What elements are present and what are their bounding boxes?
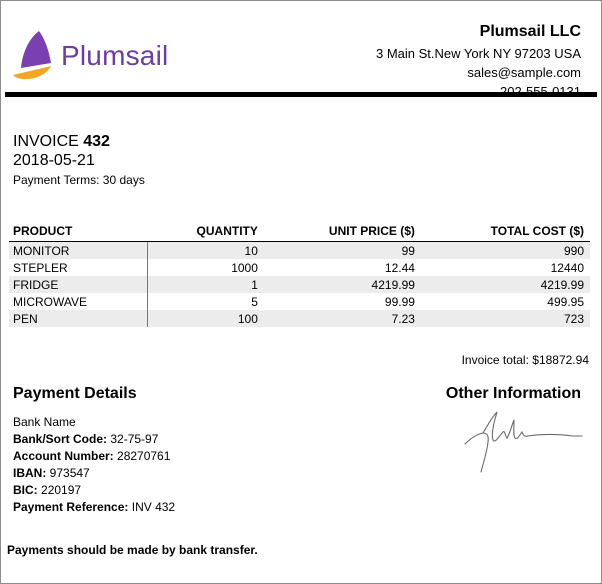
table-row — [9, 259, 590, 276]
cell-total-cost: 723 — [421, 310, 590, 327]
invoice-label: INVOICE — [13, 133, 79, 150]
table-row — [9, 276, 590, 293]
company-info — [376, 21, 581, 101]
invoice-number: 432 — [83, 133, 110, 150]
cell-product: STEPLER — [9, 259, 147, 276]
company-name: Plumsail LLC — [479, 23, 581, 40]
footer-note: Payments should be made by bank transfer. — [7, 543, 258, 557]
header-total-cost: TOTAL COST ($) — [421, 221, 590, 242]
bic-value: 220197 — [41, 483, 82, 497]
signature-image — [461, 406, 586, 478]
table-row — [9, 242, 590, 260]
cell-quantity: 10 — [147, 242, 264, 260]
sort-code-value: 32-75-97 — [110, 432, 159, 446]
cell-unit-price: 7.23 — [264, 310, 421, 327]
cell-total-cost: 990 — [421, 242, 590, 260]
logo-text: Plumsail — [61, 40, 169, 71]
cell-unit-price: 4219.99 — [264, 276, 421, 293]
bic-line — [13, 482, 175, 499]
account-number-label: Account Number: — [13, 449, 114, 463]
table-header-row — [9, 221, 590, 242]
payment-reference-value: INV 432 — [131, 500, 176, 514]
header-unit-price: UNIT PRICE ($) — [264, 221, 421, 242]
cell-quantity: 1 — [147, 276, 264, 293]
iban-line — [13, 465, 175, 482]
company-email: sales@sample.com — [467, 65, 581, 80]
cell-product: FRIDGE — [9, 276, 147, 293]
payment-details-heading: Payment Details — [13, 385, 137, 402]
cell-product: PEN — [9, 310, 147, 327]
sort-code-label: Bank/Sort Code: — [13, 432, 108, 446]
company-address: 3 Main St.New York NY 97203 USA — [376, 46, 581, 61]
sail-logo-icon — [13, 29, 57, 81]
sort-code-line — [13, 431, 175, 448]
cell-total-cost: 4219.99 — [421, 276, 590, 293]
iban-label: IBAN: — [13, 466, 47, 480]
invoice-title — [13, 133, 110, 151]
payment-reference-label: Payment Reference: — [13, 500, 129, 514]
cell-total-cost: 499.95 — [547, 294, 584, 309]
payment-terms: Payment Terms: 30 days — [13, 173, 145, 187]
header-quantity: QUANTITY — [147, 221, 264, 242]
bank-name: Bank Name — [13, 415, 76, 429]
cell-quantity: 100 — [147, 310, 264, 327]
cell-total-cost: 12440 — [550, 260, 584, 275]
bic-label: BIC: — [13, 483, 38, 497]
cell-unit-price: 12.44 — [384, 260, 415, 275]
invoice-date: 2018-05-21 — [13, 152, 95, 169]
cell-quantity: 5 — [251, 294, 258, 309]
other-information-heading: Other Information — [445, 385, 581, 402]
payment-details-list — [13, 414, 175, 516]
table-row — [9, 293, 590, 310]
line-items-table — [9, 221, 590, 327]
account-number-line — [13, 448, 175, 465]
cell-product: MICROWAVE — [9, 293, 147, 310]
iban-value: 973547 — [49, 466, 90, 480]
cell-product: MONITOR — [9, 242, 147, 260]
header-divider — [5, 92, 597, 97]
header-product: PRODUCT — [9, 221, 147, 242]
payment-reference-line — [13, 499, 175, 516]
invoice-total: Invoice total: $18872.94 — [461, 353, 589, 367]
cell-unit-price: 99 — [264, 242, 421, 260]
account-number-value: 28270761 — [117, 449, 171, 463]
table-row — [9, 310, 590, 327]
cell-quantity: 1000 — [231, 260, 258, 275]
plumsail-logo — [13, 29, 173, 81]
cell-unit-price: 99.99 — [384, 294, 415, 309]
